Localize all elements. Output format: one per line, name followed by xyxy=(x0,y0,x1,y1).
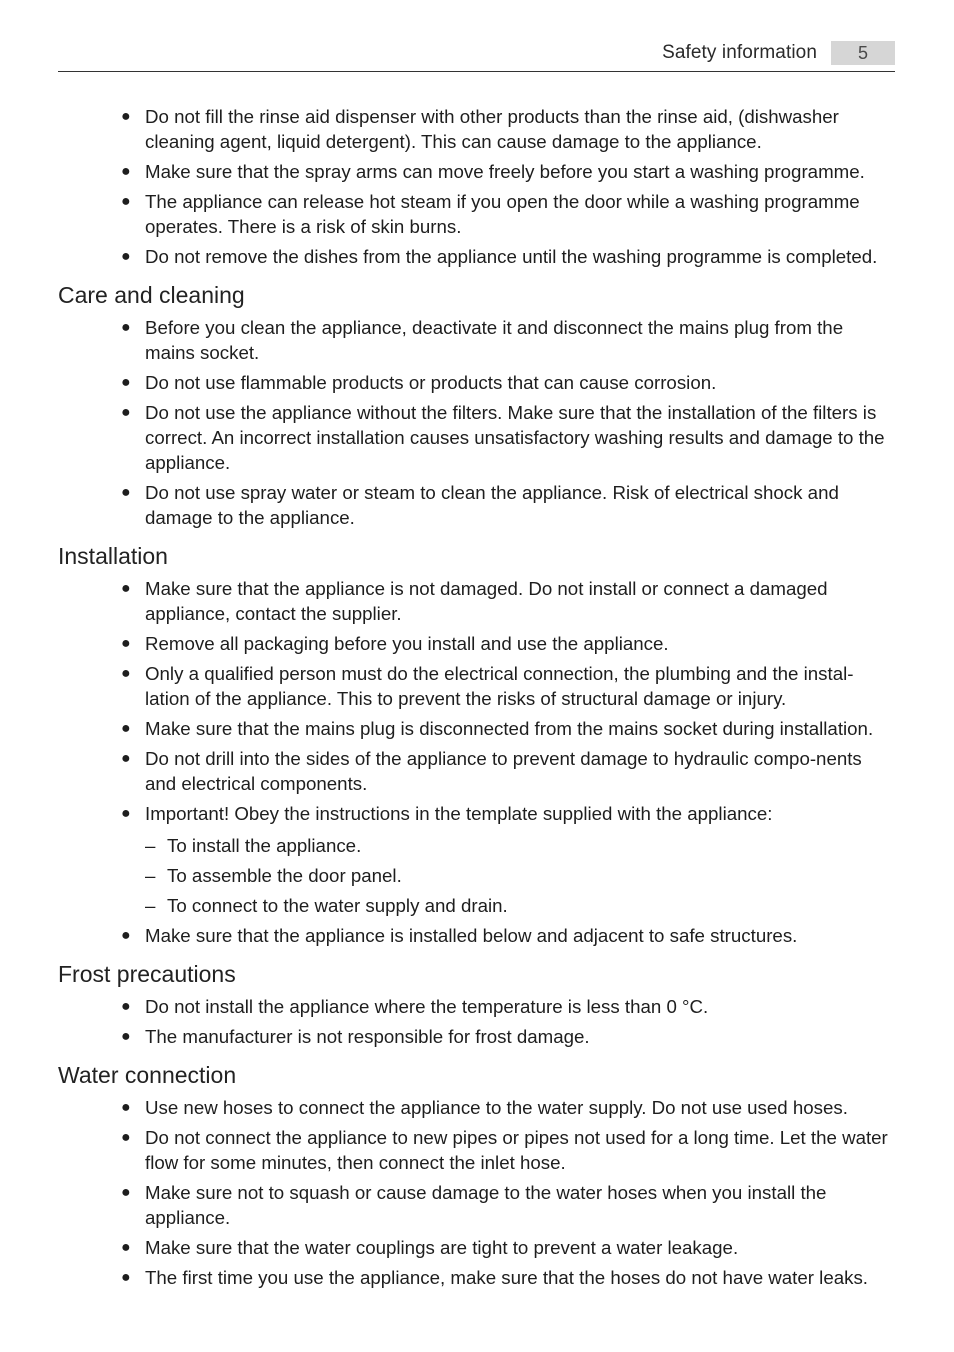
section-title-care-cleaning: Care and cleaning xyxy=(58,282,245,308)
page-header xyxy=(58,40,895,72)
important-label: Important! xyxy=(145,803,230,824)
list-item: ● Make sure that the appliance is not damaged. Do not install or connect a damaged appliance, contact the supplier. xyxy=(121,578,828,624)
dash-icon: – xyxy=(145,865,156,886)
section-title-installation: Installation xyxy=(58,543,168,569)
list-item-important xyxy=(58,801,897,918)
list-item: ● Make sure that the appliance is installed below and adjacent to safe structures. xyxy=(121,925,798,946)
section-title-frost: Frost precautions xyxy=(58,961,236,987)
bullet-icon: ● xyxy=(121,1269,131,1286)
bullet-icon: ● xyxy=(121,580,131,597)
list-item: ● Remove all packaging before you install and use the appliance. xyxy=(121,633,669,654)
page-number: 5 xyxy=(831,41,895,65)
list-item: ● Do not fill the rinse aid dispenser with other products than the rinse aid, (dishwasher cleaning agent, liquid detergent). This can cause damage to the appliance. xyxy=(121,106,839,152)
section-frost-list xyxy=(58,994,898,1049)
bullet-icon: ● xyxy=(121,108,131,125)
list-item: ● The first time you use the appliance, make sure that the hoses do not have water leaks. xyxy=(121,1267,868,1288)
list-item: ● Do not remove the dishes from the appliance until the washing programme is completed. xyxy=(121,246,878,267)
bullet-icon: ● xyxy=(121,319,131,336)
bullet-icon: ● xyxy=(121,665,131,682)
list-item: ● Use new hoses to connect the appliance to the water supply. Do not use used hoses. xyxy=(121,1097,848,1118)
sub-list-item: – To install the appliance. xyxy=(145,835,362,856)
header-title: Safety information xyxy=(662,42,817,63)
document-body xyxy=(58,104,898,1295)
bullet-icon: ● xyxy=(121,1099,131,1116)
bullet-icon: ● xyxy=(121,1028,131,1045)
bullet-icon: ● xyxy=(121,635,131,652)
list-item: ● Before you clean the appliance, deactivate it and disconnect the mains plug from the mains socket. xyxy=(121,317,844,363)
section-title-water-connection: Water connection xyxy=(58,1062,237,1088)
dash-icon: – xyxy=(145,895,156,916)
bullet-icon: ● xyxy=(121,163,131,180)
bullet-icon: ● xyxy=(121,1184,131,1201)
bullet-icon: ● xyxy=(121,998,131,1015)
list-item: ● Do not install the appliance where the temperature is less than 0 °C. xyxy=(121,996,709,1017)
list-item: ● Make sure that the spray arms can move freely before you start a washing programme. xyxy=(121,161,865,182)
list-item: ● Make sure not to squash or cause damage to the water hoses when you install the appliance. xyxy=(121,1182,827,1228)
list-item: ● Only a qualified person must do the electrical connection, the plumbing and the instal-lation of the appliance. This to prevent the risks of structural damage or injury. xyxy=(121,663,854,709)
bullet-icon: ● xyxy=(121,805,131,822)
section-care-cleaning-list xyxy=(58,315,898,530)
sub-list-item: – To assemble the door panel. xyxy=(145,865,402,886)
bullet-icon: ● xyxy=(121,720,131,737)
list-item: ● Do not use flammable products or products that can cause corrosion. xyxy=(121,372,717,393)
bullet-icon: ● xyxy=(121,193,131,210)
list-item: ● The appliance can release hot steam if you open the door while a washing programme operates. There is a risk of skin burns. xyxy=(121,191,860,237)
list-item: ● Make sure that the water couplings are tight to prevent a water leakage. xyxy=(121,1237,739,1258)
bullet-icon: ● xyxy=(121,750,131,767)
list-item: ● Do not drill into the sides of the appliance to prevent damage to hydraulic compo-nents and electrical components. xyxy=(121,748,862,794)
important-sublist xyxy=(145,833,897,918)
important-text: Obey the instructions in the template supplied with the appliance: xyxy=(229,803,773,824)
sub-list-item: – To connect to the water supply and drain. xyxy=(145,895,508,916)
section-intro-list xyxy=(58,104,898,269)
bullet-icon: ● xyxy=(121,404,131,421)
list-item: ● Do not use the appliance without the filters. Make sure that the installation of the filters is correct. An incorrect installation causes unsatisfactory washing results and damage to the appliance. xyxy=(121,402,885,473)
section-water-connection-list xyxy=(58,1095,898,1290)
bullet-icon: ● xyxy=(121,248,131,265)
list-item: ● The manufacturer is not responsible for frost damage. xyxy=(121,1026,590,1047)
bullet-icon: ● xyxy=(121,927,131,944)
list-item: ● Do not use spray water or steam to clean the appliance. Risk of electrical shock and damage to the appliance. xyxy=(121,482,839,528)
list-item: ● Do not connect the appliance to new pipes or pipes not used for a long time. Let the water flow for some minutes, then connect the inlet hose. xyxy=(121,1127,888,1173)
bullet-icon: ● xyxy=(121,484,131,501)
bullet-icon: ● xyxy=(121,1129,131,1146)
bullet-icon: ● xyxy=(121,1239,131,1256)
list-item: ● Make sure that the mains plug is disconnected from the mains socket during installation. xyxy=(121,718,874,739)
bullet-icon: ● xyxy=(121,374,131,391)
section-installation-list xyxy=(58,576,898,948)
dash-icon: – xyxy=(145,835,156,856)
